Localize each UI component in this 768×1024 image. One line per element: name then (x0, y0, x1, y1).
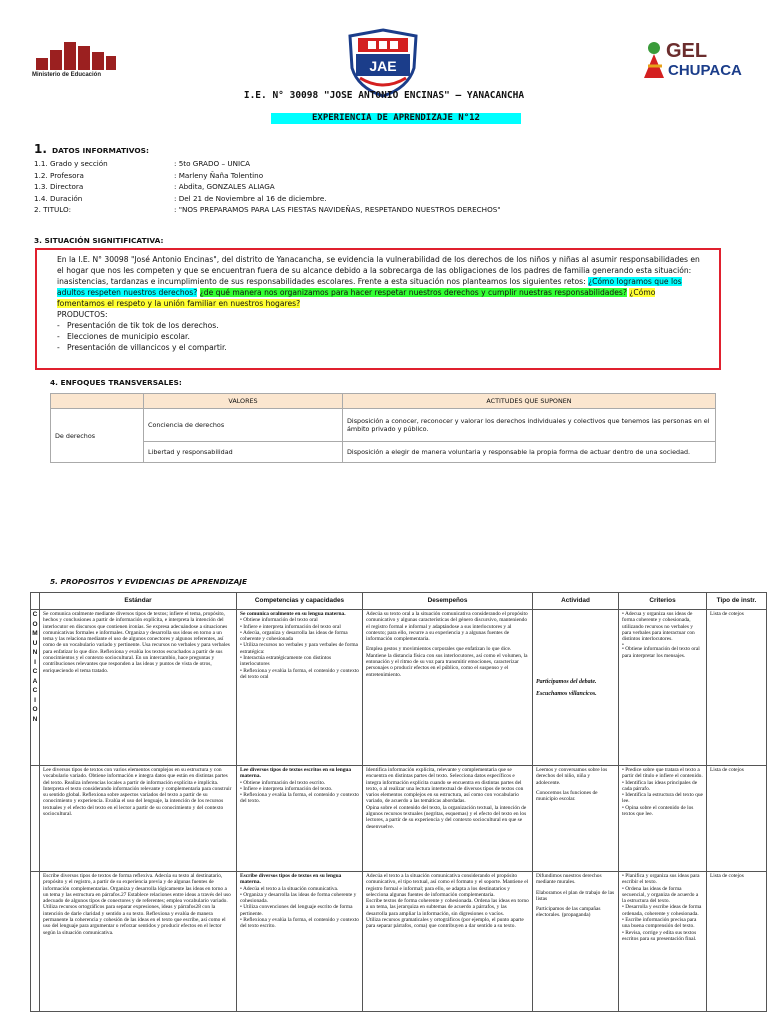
enfoque-name: De derechos (51, 409, 144, 463)
header-estandar: Estándar (40, 593, 237, 610)
datos-row-profesora: 1.2. Profesora : Marleny Ñaña Tolentino (34, 170, 264, 180)
actividad-cell: Leemos y conversamos sobre los derechos del niño, niña y adolecente. Conocemos las funciones de municipio escolar. (533, 766, 619, 872)
jae-label: JAE (369, 58, 397, 74)
criterios-cell: • Adecua y organiza sus ideas de forma coherente y cohesionada, utilizando recursos no verbales y para verbales para interactuar con distintos interlocutores. • • Obtiene información del texto oral para interpretar los mensajes. (619, 610, 707, 766)
enfoques-header-empty (51, 394, 144, 409)
enfoques-heading: 4. ENFOQUES TRANSVERSALES: (50, 378, 182, 387)
actividad-cell: Difundimos nuestros derechos mediante murales. Elaboramos el plan de trabajo de las listas Participamos de las campañas electorales. (propaganda) (533, 872, 619, 1012)
instrumento-cell: Lista de cotejos (707, 766, 767, 872)
actitud-cell: Disposición a conocer, reconocer y valorar los derechos individuales y colectivos que tenemos las personas en el ámbito privado y público. (343, 409, 716, 442)
school-name: I.E. N° 30098 "JOSE ANTONIO ENCINAS" – YANACANCHA (243, 90, 525, 101)
situacion-heading: 3. SITUACIÓN SIGNITIFICATIVA: (34, 236, 164, 245)
estandar-cell: Escribe diversos tipos de textos de forma reflexiva. Adecúa su texto al destinatario, propósito y el registro, a partir de su experiencia previa y de algunas fuentes de información complementarias. Organiza y desarrolla lógicamente las ideas en torno a un tema y las estructura en párrafos.27 Establece relaciones entre ideas a través del uso adecuado de algunos tipos de conectores y de referentes; emplea vocabulario variado. Utiliza recursos ortográficos para separar expresiones, ideas y párrafos28 con la intención de darle claridad y sentido a su texto. Reflexiona y evalúa de manera permanente la coherencia y cohesión de las ideas en el texto que escribe, así como el uso del lenguaje para argumentar o reforzar sentidos y producir efectos en el lector según la situación comunicativa. (40, 872, 237, 1012)
enfoques-table (50, 393, 716, 463)
situacion-text: En la I.E. N° 30098 "José Antonio Encinas", del distrito de Yanacancha, se evidencia la vulnerabilidad de los derechos de los niños y niñas al asumir responsabilidades en el hogar que nos les competen y que se encuentran fuera de su alcance debido a la sobrecarga de las obligaciones de los padres de familia generando esta situación: inasistencias, tardanzas e incumplimiento de sus responsabilidades escolares. Frente a esta situación nos planteamos los siguientes retos: ¿Cómo logramos que los adultos respeten nuestros derechos? ¿de qué manera nos organizamos para hacer respetar nuestros derechos y cumplir nuestras responsabilidades? ¿Cómo fomentamos el respeto y la unión familiar en nuestros hogares? (57, 255, 700, 308)
reto-2: ¿de qué manera nos organizamos para hacer respetar nuestros derechos y cumplir nuestras responsabilidades? (199, 288, 627, 297)
datos-row-grado: 1.1. Grado y sección : 5to GRADO – UNICA (34, 159, 251, 168)
productos-label: PRODUCTOS: (57, 310, 108, 319)
instrumento-cell: Lista de cotejos (707, 872, 767, 1012)
criterios-cell: • Predice sobre que tratara el texto a partir del título e infiere el contenido. • Identifica las ideas principales de cada párrafo. • Identifica la estructura del texto que lee. • Opina sobre el contenido de los textos que lee. (619, 766, 707, 872)
propositos-heading: 5. PROPOSITOS Y EVIDENCIAS DE APRENDIZAJE (50, 577, 248, 586)
area-label: C O M U N I C A C I O N (31, 610, 40, 766)
ugel-name: GEL (666, 40, 708, 62)
datos-list (34, 158, 754, 216)
reto-3: ¿Cómo fomentamos el respeto y la unión familiar en nuestros hogares? (57, 288, 656, 308)
enfoques-header-valores: VALORES (144, 394, 343, 409)
desempenos-cell: Adecúa su texto oral a la situación comunicativa considerando el propósito comunicativo y algunas características del género discursivo, manteniendo el registro formal e informal y adaptándose a sus interlocutores y al contexto; para ello, recurre a su experiencia y a algunas fuentes de información complementaria. Emplea gestos y movimientos corporales que enfatizan lo que dice. Mantiene la distancia física con sus interlocutores, así como el volumen, la entonación y el ritmo de su voz para transmitir emociones, caracterizar personajes o producir efectos en el público, como el suspenso y el entretenimiento. (363, 610, 533, 766)
enfoques-header-actitudes: ACTITUDES QUE SUPONEN (343, 394, 716, 409)
producto-item: - Presentación de tik tok de los derechos. (57, 321, 219, 330)
header-competencias: Competencias y capacidades (237, 593, 363, 610)
producto-item: - Elecciones de municipio escolar. (57, 332, 190, 341)
header-desempenos: Desempeños (363, 593, 533, 610)
estandar-cell: Se comunica oralmente mediante diversos tipos de textos; infiere el tema, propósito, hechos y conclusiones a partir de información explícita, e interpreta la intención del interlocutor en discursos que contienen ironías. Se expresa adecuándose a situaciones comunicativas formales e informales. Organiza y desarrolla sus ideas en torno a un tema y las relaciona mediante el uso de algunos conectores y algunos referentes, así como de un vocabulario variado y pertinente. Usa recursos no verbales y para verbales para enfatizar lo que dice. Reflexiona y evalúa los textos escuchados a partir de sus conocimientos y el contexto sociocultural. En un intercambio, hace preguntas y contribuciones relevantes que responden a las ideas y puntos de vista de otros, enriqueciendo el tema tratado. (40, 610, 237, 766)
header-criterios: Criterios (619, 593, 707, 610)
valor-cell: Libertad y responsabilidad (144, 442, 343, 463)
datos-row-titulo: 2. TITULO: : "NOS PREPARAMOS PARA LAS FIESTAS NAVIDEÑAS, RESPETANDO NUESTROS DERECHOS" (34, 205, 501, 214)
ugel-logo (640, 38, 744, 84)
datos-heading: 1. DATOS INFORMATIVOS: (34, 142, 149, 156)
ministerio-caption: Ministerio de Educación (32, 72, 102, 78)
instrumento-cell: Lista de cotejos (707, 610, 767, 766)
propositos-table (30, 592, 767, 1012)
table-row (31, 610, 767, 766)
datos-row-directora: 1.3. Directora : Abdita, GONZALES ALIAGA (34, 182, 275, 191)
header-area (31, 593, 40, 610)
desempenos-cell: Identifica información explícita, relevante y complementaria que se encuentra en distintas partes del texto. Selecciona datos específicos e integra información explícita cuando se encuentra en distintas partes del texto, o al realizar una lectura intertextual de diversos tipos de textos con varios elementos complejos en su estructura, así como con vocabulario variado, de acuerdo a las temáticas abordadas. Opina sobre el contenido del texto, la organización textual, la intención de algunos recursos textuales (negritas, esquemas) y el efecto del texto en los lectores, a partir de su experiencia y del contexto sociocultural en que se desenvuelve. (363, 766, 533, 872)
table-row (51, 409, 716, 442)
ugel-city: CHUPACA (668, 62, 742, 79)
valor-cell: Conciencia de derechos (144, 409, 343, 442)
school-shield-logo (346, 28, 420, 98)
competencia-cell: Escribe diversos tipos de textos en su lengua materna. • Adecúa el texto a la situación comunicativa. • Organiza y desarrolla las ideas de forma coherente y cohesionada. • Utiliza convenciones del lenguaje escrito de forma pertinente. • Reflexiona y evalúa la forma, el contenido y contexto del texto escrito. (237, 872, 363, 1012)
actividad-cell: Participamos del debate. Escuchamos villancicos. (533, 610, 619, 766)
criterios-cell: • Planifica y organiza sus ideas para escribir el texto. • Ordena las ideas de forma secuencial, y organiza de acuerdo a la estructura del texto. • Desarrolla y escribe ideas de forma ordenada, coherente y cohesionada. • Escribe información precisa para una buena comprensión del texto. • Revisa, corrige y edita sus textos escritos para su presentación final. (619, 872, 707, 1012)
datos-row-duracion: 1.4. Duración : Del 21 de Noviembre al 16 de diciembre. (34, 193, 327, 203)
competencia-cell: Se comunica oralmente en su lengua materna. • Obtiene información del texto oral • Infiere e interpreta información del texto oral • Adecúa, organiza y desarrolla las ideas de forma coherente y cohesionada • Utiliza recursos no verbales y para verbales de forma estratégica: • Interactúa estratégicamente con distintos interlocutores • Reflexiona y evalúa la forma, el contenido y contexto del texto oral (237, 610, 363, 766)
situacion-box (35, 248, 721, 370)
area-spacer (31, 766, 40, 872)
table-row (51, 442, 716, 463)
header-actividad: Actividad (533, 593, 619, 610)
ministerio-logo (32, 40, 118, 78)
table-row (31, 872, 767, 1012)
competencia-cell: Lee diversos tipos de textos escritos en su lengua materna. • Obtiene información del texto escrito. • Infiere e interpreta información del texto. • Reflexiona y evalúa la forma, el contenido y contexto del texto. (237, 766, 363, 872)
producto-item: - Presentación de villancicos y el compartir. (57, 343, 227, 352)
reto-1: ¿Cómo logramos que los adultos respeten nuestros derechos? (57, 277, 682, 297)
estandar-cell: Lee diversos tipos de textos con varios elementos complejos en su estructura y con vocabulario variado. Obtiene información e integra datos que están en distintas partes del texto. Realiza inferencias locales a partir de información explícita e implícita. Interpreta el texto considerando información relevante y complementaria para construir su sentido global. Reflexiona sobre aspectos variados del texto a partir de su conocimiento y experiencia. Evalúa el uso del lenguaje, la intención de los recursos textuales y el efecto del texto en el lector a partir de su conocimiento y del contexto sociocultural. (40, 766, 237, 872)
desempenos-cell: Adecúa el texto a la situación comunicativa considerando el propósito comunicativo, el tipo textual, así como el formato y el soporte. Mantiene el registro formal e informal; para ello, se adapta a los destinatarios y selecciona algunas fuentes de información complementaria. Escribe textos de forma coherente y cohesionada. Ordena las ideas en torno a un tema, las jerarquiza en subtemas de acuerdo a párrafos, y las desarrolla para ampliar la información, sin digresiones o vacíos. Utiliza recursos gramaticales y ortográficos (por ejemplo, el punto aparte para separar párrafos, coma) que contribuyen a dar sentido a su texto. (363, 872, 533, 1012)
header-instrumento: Tipo de instr. (707, 593, 767, 610)
area-spacer (31, 872, 40, 1012)
table-row (31, 766, 767, 872)
experience-title: EXPERIENCIA DE APRENDIZAJE N°12 (271, 113, 521, 124)
actitud-cell: Disposición a elegir de manera voluntaria y responsable la propia forma de actuar dentro de una sociedad. (343, 442, 716, 463)
